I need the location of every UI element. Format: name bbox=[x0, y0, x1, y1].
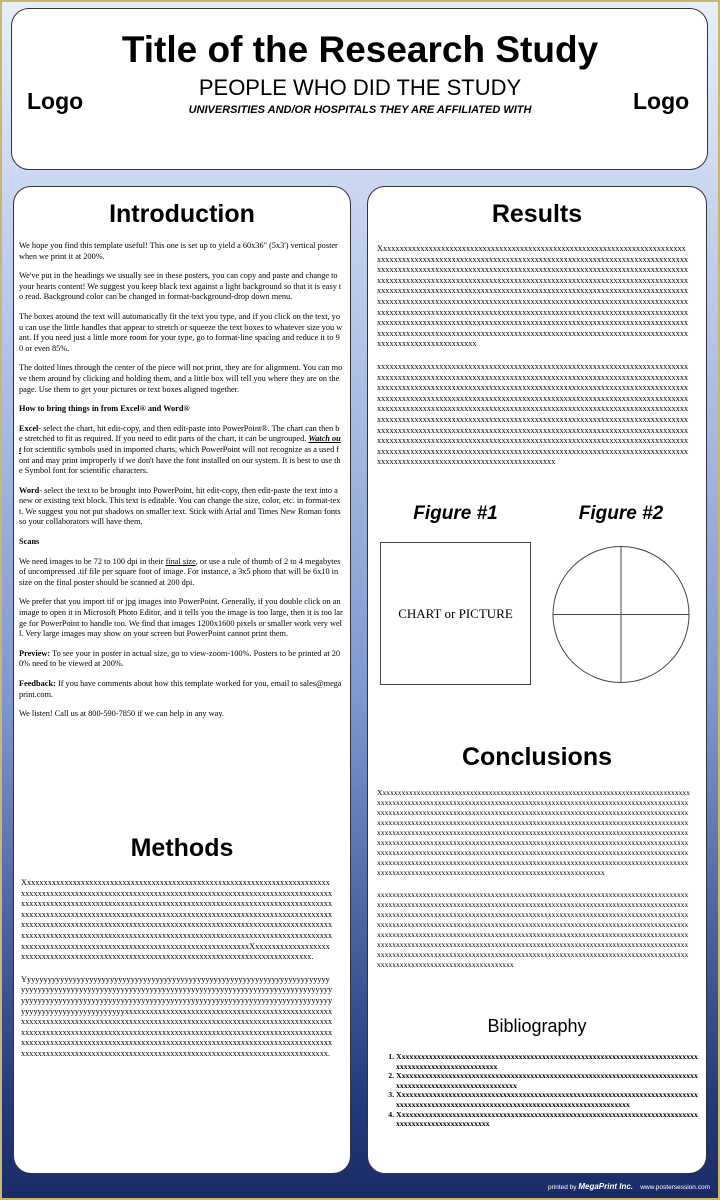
intro-paragraph: We prefer that you import tif or jpg images into PowerPoint. Generally, if you double click on an image to open it in Microsoft Photo Editor, and it tells you the image is too large, then it is too large for PowerPoint to handle too. We find that images 1200x1600 pixels or smaller work very well. Very large images may show on your screen but PowerPoint cannot print them. bbox=[19, 597, 343, 639]
intro-paragraph: We've put in the headings we usually see in these posters, you can copy and paste and change to your hearts content! We suggest you keep black text against a light background so that it is easy to read. Background color can be changed in format-background-drop down menu. bbox=[19, 271, 342, 302]
logo-left: Logo bbox=[27, 88, 84, 114]
bibliography-heading: Bibliography bbox=[487, 1016, 587, 1036]
results-paragraph: xxxxxxxxxxxxxxxxxxxxxxxxxxxxxxxxxxxxxxxxxxxxxxxxxxxxxxxxxxxxxxxxxxxxxxxxxxxxxxxxxxxxxxxxxxxxxxxxxxxxxxxxxxxxxxxxxxxxxxxxxxxxxxxxxxxxxxxxxxxxxxxxxxxxxxxxxxxxxxxxxxxxxxxxxxxxxxxxxxxxxxxxxxxxxxxxxxxxxxxxxxxxxxxxxxxxxxxxxxxxxxxxxxxxxxxxxxxxxxxxxxxxxxxxxxxxxxxxxxxxxxxxxxxxxxxxxxxxxxxxxxxxxxxxxxxxxxxxxxxxxxxxxxxxxxxxxxxxxxxxxxxxxxxxxxxxxxxxxxxxxxxxxxxxxxxxxxxxxxxxxxxxxxxxxxxxxxxxxxxxxxxxxxxxxxxxxxxxxxxxxxxxxxxxxxxxxxxxxxxxxxxxxxxxxxxxxxxxxxxxxxxxxxxxxxxxxxxxxxxxxxxxxxxxxxxxxxxxxxxxxxxxxxxxxxxxxxxxxxxxxxxxxxxxxxxxxxxxxxxxxxxxxxxxxxxxxxxxxxxxxxxxxxxxxxxxxxxxxxxxxxxxxxxxxxxxxxxxxxxxxxxxxxxxxxxxxxxxxxxxxxxxxxxxxxxxxxxxxxxxxxxxxxxxxxxxxxxxxxxxxxxxxxxxxxxxxxxxxxxxxxxxxxxxxxxxxxxxxxxxxxxxxxxxxxxxxxxxxxxxxxxxxxxxxxxxxxxxxx bbox=[377, 361, 689, 467]
figure-1-placeholder-label: CHART or PICTURE bbox=[398, 605, 513, 621]
conclusions-paragraph: Xxxxxxxxxxxxxxxxxxxxxxxxxxxxxxxxxxxxxxxxxxxxxxxxxxxxxxxxxxxxxxxxxxxxxxxxxxxxxxxxxxxxxxxxxxxxxxxxxxxxxxxxxxxxxxxxxxxxxxxxxxxxxxxxxxxxxxxxxxxxxxxxxxxxxxxxxxxxxxxxxxxxxxxxxxxxxxxxxxxxxxxxxxxxxxxxxxxxxxxxxxxxxxxxxxxxxxxxxxxxxxxxxxxxxxxxxxxxxxxxxxxxxxxxxxxxxxxxxxxxxxxxxxxxxxxxxxxxxxxxxxxxxxxxxxxxxxxxxxxxxxxxxxxxxxxxxxxxxxxxxxxxxxxxxxxxxxxxxxxxxxxxxxxxxxxxxxxxxxxxxxxxxxxxxxxxxxxxxxxxxxxxxxxxxxxxxxxxxxxxxxxxxxxxxxxxxxxxxxxxxxxxxxxxxxxxxxxxxxxxxxxxxxxxxxxxxxxxxxxxxxxxxxxxxxxxxxxxxxxxxxxxxxxxxxxxxxxxxxxxxxxxxxxxxxxxxxxxxxxxxxxxxxxxxxxxxxxxxxxxxxxxxxxxxxxxxxxxxxxxxxxxxxxxxxxxxxxxxxxxxxxxxxxxxxxxxxxxxxxxxxxxxxxxxxxxxxxxxxxxxxxxxxxxxxxxxxxxxxxxxxxxxxxxxxxxxxxxxxxxxxxxxxxxxxxxxxxxxxxxxxxxxxxxxxxxxxxxxxxxxxxxxxxxxxxxxxxx bbox=[377, 788, 691, 877]
bibliography-item: 2. Xxxxxxxxxxxxxxxxxxxxxxxxxxxxxxxxxxxxxxxxxxxxxxxxxxxxxxxxxxxxxxxxxxxxxxxxxxxxxxxxxxxxxxxxxxxxxxxxxxxxxxxxxxxx bbox=[396, 1071, 701, 1090]
intro-paragraph: Word- select the text to be brought into PowerPoint, hit edit-copy, then edit-paste the text into a new or existing text block. This text is editable. You can change the size, color, etc. in format-text. We suggest you not put shadows on smaller text. Stick with Arial and Times New Roman fonts so your collaborators will have them. bbox=[19, 485, 341, 527]
results-body bbox=[377, 244, 689, 480]
footer-url: www.postersession.com bbox=[640, 1184, 710, 1191]
intro-paragraph: The dotted lines through the center of the piece will not print, they are for alignment. You can move them around by clicking and holding them, and a little box will tell you where they are on the page. Use them to get your pictures or text boxes aligned together. bbox=[19, 363, 343, 394]
intro-paragraph: The boxes around the text will automatically fit the text you type, and if you click on the text, you can use the little handles that appear to stretch or squeeze the text boxes to whatever size you want. If you need just a little more room for your type, go to format-line spacing and reduce it to 90 or even 85%. bbox=[19, 311, 343, 353]
intro-paragraph: Feedback: If you have comments about how this template worked for you, email to sales@megaprint.com. bbox=[19, 679, 342, 699]
intro-paragraph: We listen! Call us at 800-590-7850 if we can help in any way. bbox=[19, 709, 225, 719]
logo-right: Logo bbox=[633, 88, 690, 114]
footer bbox=[480, 1182, 710, 1191]
results-heading: Results bbox=[491, 200, 583, 228]
methods-body bbox=[21, 878, 333, 1072]
conclusions-heading: Conclusions bbox=[461, 743, 612, 771]
methods-paragraph: Yyyyyyyyyyyyyyyyyyyyyyyyyyyyyyyyyyyyyyyyyyyyyyyyyyyyyyyyyyyyyyyyyyyyyyyyyyyyyyyyyyyyyyyyyyyyyyyyyyyyyyyyyyyyyyyyyyyyyyyyyyyyyyyyyyyyyyyyyyyyyyyyyyyyyyyyyyyyyyyyyyyyyyyyyyyyyyyyyyyyyyyyyyyyyyyyyyyyyyyyyyyyyyyyyyyyyyyyyyyyyyyyyyyyyyyyyyyyyyyyyyyyyyyyyxxxxxxxxxxxxxxxxxxxxxxxxxxxxxxxxxxxxxxxxxxxxxxxxxxxxxxxxxxxxxxxxxxxxxxxxxxxxxxxxxxxxxxxxxxxxxxxxxxxxxxxxxxxxxxxxxxxxxxxxxxxxxxxxxxxxxxxxxxxxxxxxxxxxxxxxxxxxxxxxxxxxxxxxxxxxxxxxxxxxxxxxxxxxxxxxxxxxxxxxxxxxxxxxxxxxxxxxxxxxxxxxxxxxxxxxxxxxxxxxxxxxxxxxxxxxxxxxxxxxxxxxxxxxxxxxxxxxxxxxxxxxxxxxxxxxxxxxxxxxxxxxxxxxxxxxxxxxxxxxxxxxxxxxxxxxxxxxxxxxxxxxxxxxx. bbox=[21, 974, 333, 1058]
poster-title: Title of the Research Study bbox=[121, 29, 599, 70]
authors: PEOPLE WHO DID THE STUDY bbox=[198, 75, 522, 100]
footer-printed-by: printed by bbox=[547, 1184, 577, 1191]
figure-1-placeholder bbox=[380, 542, 531, 685]
intro-subheading: Scans bbox=[19, 537, 40, 547]
conclusions-paragraph: xxxxxxxxxxxxxxxxxxxxxxxxxxxxxxxxxxxxxxxxxxxxxxxxxxxxxxxxxxxxxxxxxxxxxxxxxxxxxxxxxxxxxxxxxxxxxxxxxxxxxxxxxxxxxxxxxxxxxxxxxxxxxxxxxxxxxxxxxxxxxxxxxxxxxxxxxxxxxxxxxxxxxxxxxxxxxxxxxxxxxxxxxxxxxxxxxxxxxxxxxxxxxxxxxxxxxxxxxxxxxxxxxxxxxxxxxxxxxxxxxxxxxxxxxxxxxxxxxxxxxxxxxxxxxxxxxxxxxxxxxxxxxxxxxxxxxxxxxxxxxxxxxxxxxxxxxxxxxxxxxxxxxxxxxxxxxxxxxxxxxxxxxxxxxxxxxxxxxxxxxxxxxxxxxxxxxxxxxxxxxxxxxxxxxxxxxxxxxxxxxxxxxxxxxxxxxxxxxxxxxxxxxxxxxxxxxxxxxxxxxxxxxxxxxxxxxxxxxxxxxxxxxxxxxxxxxxxxxxxxxxxxxxxxxxxxxxxxxxxxxxxxxxxxxxxxxxxxxxxxxxxxxxxxxxxxxxxxxxxxxxxxxxxxxxxxxxxxxxxxxxxxxxxxxxxxxxxxxxxxxxxxxxxxxxxxxxxxxxxxxxxxxxxxxx bbox=[377, 890, 689, 969]
introduction-body bbox=[19, 241, 343, 729]
bibliography-list bbox=[380, 1052, 701, 1129]
intro-paragraph: We need images to be 72 to 100 dpi in their final size, or use a rule of thumb of 2 to 4 megabytes of uncompressed .tif file per square foot of image. For instance, a 3x5 photo that will be 6x10 in size on the final poster should be scanned at 200 dpi. bbox=[19, 556, 341, 587]
figure-2-title: Figure #2 bbox=[578, 503, 664, 524]
intro-subheading: How to bring things in from Excel® and Word® bbox=[19, 404, 190, 414]
methods-paragraph: XxxxxxxxxxxxxxxxxxxxxxxxxxxxxxxxxxxxxxxxxxxxxxxxxxxxxxxxxxxxxxxxxxxxxxxxxxxxxxxxxxxxxxxxxxxxxxxxxxxxxxxxxxxxxxxxxxxxxxxxxxxxxxxxxxxxxxxxxxxxxxxxxxxxxxxxxxxxxxxxxxxxxxxxxxxxxxxxxxxxxxxxxxxxxxxxxxxxxxxxxxxxxxxxxxxxxxxxxxxxxxxxxxxxxxxxxxxxxxxxxxxxxxxxxxxxxxxxxxxxxxxxxxxxxxxxxxxxxxxxxxxxxxxxxxxxxxxxxxxxxxxxxxxxxxxxxxxxxxxxxxxxxxxxxxxxxxxxxxxxxxxxxxxxxxxxxxxxxxxxxxxxxxxxxxxxxxxxxxxxxxxxxxxxxxxxxxxxxxxxxxxxxxxxxxxxxxxxxxxxxxxxxxxxxxxxxxxxxxxxxxxxxxxxxxxxxxxxxxxxxxxxxxxxxxxxxxxxxxxxxxxxxxxxxxxxxxxxxxxxxxxxXxxxxxxxxxxxxxxxxxxxxxxxxxxxxxxxxxxxxxxxxxxxxxxxxxxxxxxxxxxxxxxxxxxxxxxxxxxxxxxxxxxxxxxxx. bbox=[21, 878, 333, 962]
intro-paragraph: Preview: To see your in poster in actual size, go to view-zoom-100%. Posters to be printed at 200% need to be viewed at 200%. bbox=[19, 648, 341, 669]
intro-paragraph: We hope you find this template useful! This one is set up to yield a 60x36" (5x3') vertical poster when we print it at 200%. bbox=[19, 241, 338, 261]
conclusions-body bbox=[377, 788, 691, 982]
figure-1-title: Figure #1 bbox=[413, 503, 498, 524]
bibliography-item: 4. Xxxxxxxxxxxxxxxxxxxxxxxxxxxxxxxxxxxxxxxxxxxxxxxxxxxxxxxxxxxxxxxxxxxxxxxxxxxxxxxxxxxxxxxxxxxxxxxxxxxxx bbox=[396, 1110, 701, 1129]
affiliations: UNIVERSITIES AND/OR HOSPITALS THEY ARE AFFILIATED WITH bbox=[188, 104, 532, 116]
introduction-heading: Introduction bbox=[109, 200, 255, 228]
results-paragraph: Xxxxxxxxxxxxxxxxxxxxxxxxxxxxxxxxxxxxxxxxxxxxxxxxxxxxxxxxxxxxxxxxxxxxxxxxxxxxxxxxxxxxxxxxxxxxxxxxxxxxxxxxxxxxxxxxxxxxxxxxxxxxxxxxxxxxxxxxxxxxxxxxxxxxxxxxxxxxxxxxxxxxxxxxxxxxxxxxxxxxxxxxxxxxxxxxxxxxxxxxxxxxxxxxxxxxxxxxxxxxxxxxxxxxxxxxxxxxxxxxxxxxxxxxxxxxxxxxxxxxxxxxxxxxxxxxxxxxxxxxxxxxxxxxxxxxxxxxxxxxxxxxxxxxxxxxxxxxxxxxxxxxxxxxxxxxxxxxxxxxxxxxxxxxxxxxxxxxxxxxxxxxxxxxxxxxxxxxxxxxxxxxxxxxxxxxxxxxxxxxxxxxxxxxxxxxxxxxxxxxxxxxxxxxxxxxxxxxxxxxxxxxxxxxxxxxxxxxxxxxxxxxxxxxxxxxxxxxxxxxxxxxxxxxxxxxxxxxxxxxxxxxxxxxxxxxxxxxxxxxxxxxxxxxxxxxxxxxxxxxxxxxxxxxxxxxxxxxxxxxxxxxxxxxxxxxxxxxxxxxxxxxxxxxxxxxxxxxxxxxxxxxxxxxxxxxxxxxxxxxxxxxxxxxxxxxxxxxxxxxxxxxxxxxxxxxxxxxxxxxxxxxxxxxxxxxxxxxxxxxxxxxxxxxxxxxxxxxxx bbox=[377, 244, 689, 349]
footer-brand: MegaPrint Inc. bbox=[578, 1182, 634, 1191]
bibliography-item: 3. Xxxxxxxxxxxxxxxxxxxxxxxxxxxxxxxxxxxxxxxxxxxxxxxxxxxxxxxxxxxxxxxxxxxxxxxxxxxxxxxxxxxxxxxxxxxxxxxxxxxxxxxxxxxxxxxxxxxxxxxxxxxxxxxxxxxxxxxxx bbox=[396, 1090, 701, 1109]
methods-heading: Methods bbox=[130, 834, 234, 862]
figure-2-pie bbox=[551, 543, 691, 686]
intro-paragraph: Excel- select the chart, hit edit-copy, and then edit-paste into PowerPoint®. The chart can then be stretched to fit as required. If you need to edit parts of the chart, it can be ungrouped. Watch out for scientific symbols used in imported charts, which PowerPoint will not recognize as a used font and may print improperly if we don't have the font installed on our system. It is best to use the Symbol font for scientific characters. bbox=[19, 423, 341, 476]
bibliography-item: 1. Xxxxxxxxxxxxxxxxxxxxxxxxxxxxxxxxxxxxxxxxxxxxxxxxxxxxxxxxxxxxxxxxxxxxxxxxxxxxxxxxxxxxxxxxxxxxxxxxxxxxxxx bbox=[396, 1052, 701, 1071]
